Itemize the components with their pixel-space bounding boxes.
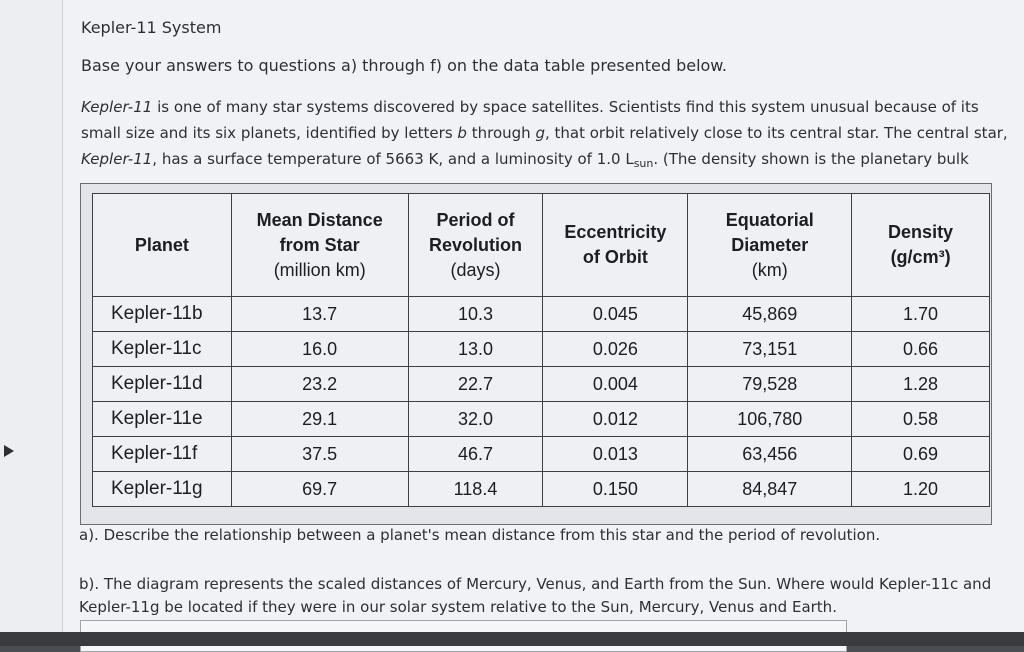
period: 22.7 bbox=[408, 367, 543, 402]
density: 1.70 bbox=[852, 297, 990, 332]
sun-subscript: sun bbox=[633, 157, 654, 170]
diameter: 45,869 bbox=[688, 297, 852, 332]
table-row bbox=[93, 472, 990, 507]
period: 118.4 bbox=[408, 472, 543, 507]
planet-name: Kepler-11b bbox=[93, 297, 232, 332]
diameter: 84,847 bbox=[688, 472, 852, 507]
paragraph-text: . (The density shown is the planetary bulk bbox=[653, 150, 969, 168]
mean-distance: 23.2 bbox=[231, 367, 408, 402]
eccentricity: 0.045 bbox=[543, 297, 688, 332]
paragraph-text: through bbox=[466, 124, 536, 142]
diameter: 63,456 bbox=[688, 437, 852, 472]
play-arrow-icon[interactable] bbox=[4, 445, 14, 457]
diameter: 79,528 bbox=[688, 367, 852, 402]
planet-name: Kepler-11d bbox=[93, 367, 232, 402]
table-header-row bbox=[93, 194, 990, 297]
table-row bbox=[93, 297, 990, 332]
eccentricity: 0.150 bbox=[543, 472, 688, 507]
planet-name: Kepler-11e bbox=[93, 402, 232, 437]
question-b: b). The diagram represents the scaled distances of Mercury, Venus, and Earth from the Sun. Where would Kepler-11c and bbox=[79, 575, 992, 593]
question-b-continued: Kepler-11g be located if they were in our solar system relative to the Sun, Mercury, Venus and Earth. bbox=[79, 598, 837, 616]
period: 46.7 bbox=[408, 437, 543, 472]
period: 32.0 bbox=[408, 402, 543, 437]
density: 1.28 bbox=[852, 367, 990, 402]
header-mean-distance: Mean Distance from Star (million km) bbox=[231, 194, 408, 297]
planet-name: Kepler-11c bbox=[93, 332, 232, 367]
header-diameter: Equatorial Diameter (km) bbox=[688, 194, 852, 297]
bottom-bar bbox=[0, 632, 1024, 646]
eccentricity: 0.004 bbox=[543, 367, 688, 402]
side-panel bbox=[0, 0, 63, 646]
paragraph-text: , that orbit relatively close to its central star. The central star, bbox=[544, 124, 1008, 142]
instructions: Base your answers to questions a) through f) on the data table presented below. bbox=[81, 56, 727, 75]
mean-distance: 29.1 bbox=[231, 402, 408, 437]
star-name-italic: Kepler-11 bbox=[81, 98, 153, 116]
diameter: 106,780 bbox=[688, 402, 852, 437]
eccentricity: 0.013 bbox=[543, 437, 688, 472]
star-name-italic: Kepler-11 bbox=[81, 150, 153, 168]
diameter: 73,151 bbox=[688, 332, 852, 367]
page-title: Kepler-11 System bbox=[81, 18, 222, 37]
period: 10.3 bbox=[408, 297, 543, 332]
letter-g: g bbox=[535, 124, 545, 142]
header-planet: Planet bbox=[93, 194, 232, 297]
mean-distance: 16.0 bbox=[231, 332, 408, 367]
density: 0.69 bbox=[852, 437, 990, 472]
planet-name: Kepler-11g bbox=[93, 472, 232, 507]
mean-distance: 69.7 bbox=[231, 472, 408, 507]
planet-data-table bbox=[92, 193, 990, 507]
mean-distance: 13.7 bbox=[231, 297, 408, 332]
table-row bbox=[93, 332, 990, 367]
table-row bbox=[93, 367, 990, 402]
table-row bbox=[93, 402, 990, 437]
header-density: Density (g/cm³) bbox=[852, 194, 990, 297]
density: 1.20 bbox=[852, 472, 990, 507]
header-eccentricity: Eccentricity of Orbit bbox=[543, 194, 688, 297]
letter-b: b bbox=[457, 124, 467, 142]
header-period: Period of Revolution (days) bbox=[408, 194, 543, 297]
question-a: a). Describe the relationship between a planet's mean distance from this star and the period of revolution. bbox=[79, 526, 881, 544]
eccentricity: 0.026 bbox=[543, 332, 688, 367]
eccentricity: 0.012 bbox=[543, 402, 688, 437]
period: 13.0 bbox=[408, 332, 543, 367]
paragraph-text: is one of many star systems discovered by space satellites. Scientists find this system unusual because of its small size and its six planets, identified by letters bbox=[81, 98, 979, 142]
table-row bbox=[93, 437, 990, 472]
density: 0.66 bbox=[852, 332, 990, 367]
paragraph-text: , has a surface temperature of 5663 K, and a luminosity of 1.0 L bbox=[152, 150, 634, 168]
planet-name: Kepler-11f bbox=[93, 437, 232, 472]
density: 0.58 bbox=[852, 402, 990, 437]
mean-distance: 37.5 bbox=[231, 437, 408, 472]
